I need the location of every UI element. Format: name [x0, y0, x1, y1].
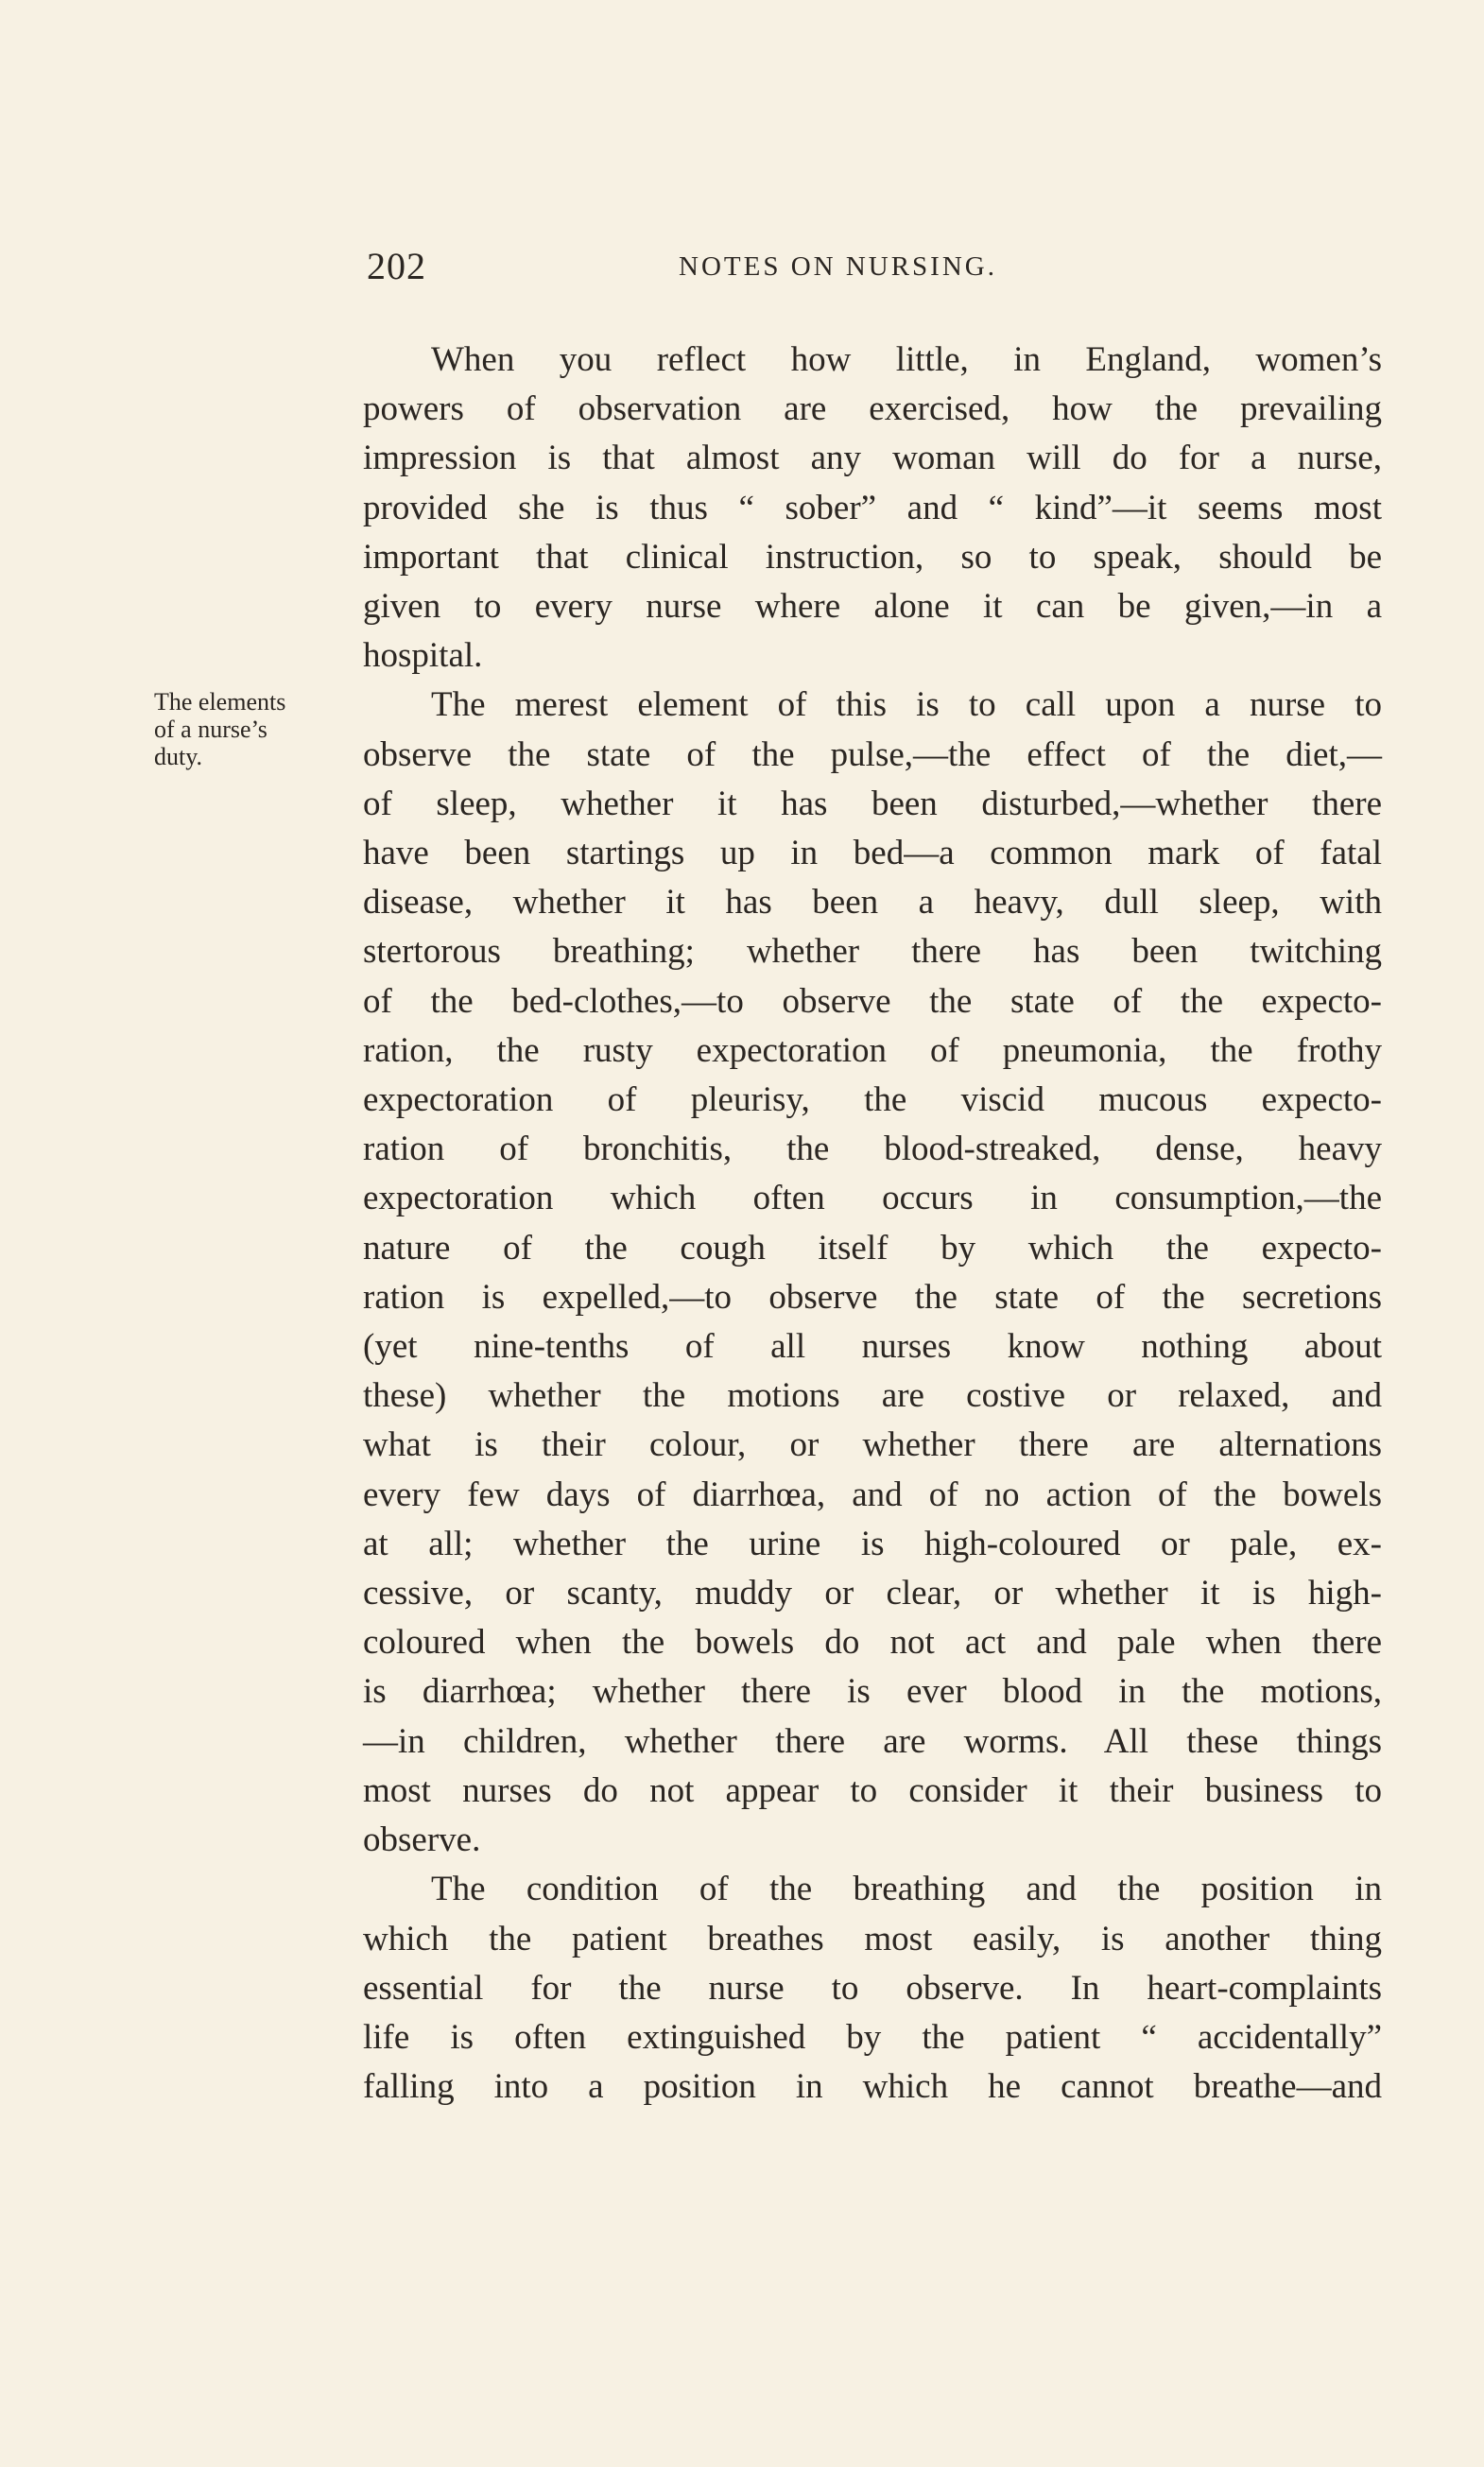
text-line: falling into a position in which he cannot breathe—and: [363, 2067, 1382, 2107]
margin-note-line: of a nurse’s: [154, 716, 267, 743]
paragraph: [363, 681, 1382, 1865]
page-number: 202: [367, 245, 426, 287]
text-line: expectoration which often occurs in consumption,—the: [363, 1179, 1382, 1218]
text-line: ration is expelled,—to observe the state of the secretions: [363, 1277, 1382, 1317]
running-title: NOTES ON NURSING.: [679, 251, 997, 282]
text-line: most nurses do not appear to consider it their business to: [363, 1770, 1382, 1810]
text-line: of sleep, whether it has been disturbed,—whether there: [363, 784, 1382, 823]
text-line: given to every nurse where alone it can be given,—in a: [363, 587, 1382, 627]
text-line: observe the state of the pulse,—the effect of the diet,—: [363, 734, 1382, 774]
margin-note: [154, 688, 371, 770]
text-line: (yet nine-tenths of all nurses know nothing about: [363, 1327, 1382, 1367]
text-line: The merest element of this is to call upon a nurse to: [431, 685, 1382, 725]
text-line: of the bed-clothes,—to observe the state of the expecto-: [363, 981, 1382, 1021]
text-line: ration of bronchitis, the blood-streaked, dense, heavy: [363, 1130, 1382, 1169]
text-line: important that clinical instruction, so to speak, should be: [363, 537, 1382, 577]
text-line: coloured when the bowels do not act and pale when there: [363, 1623, 1382, 1663]
text-line: expectoration of pleurisy, the viscid mucous expecto-: [363, 1080, 1382, 1120]
text-line: which the patient breathes most easily, is another thing: [363, 1919, 1382, 1958]
paragraph: [363, 1865, 1382, 2112]
text-line: at all; whether the urine is high-coloured or pale, ex-: [363, 1524, 1382, 1563]
text-line: essential for the nurse to observe. In heart-complaints: [363, 1968, 1382, 2008]
text-line: nature of the cough itself by which the expecto-: [363, 1228, 1382, 1268]
text-line: cessive, or scanty, muddy or clear, or whether it is high-: [363, 1574, 1382, 1613]
text-line: provided she is thus “ sober” and “ kind”—it seems most: [363, 488, 1382, 527]
margin-note-line: The elements: [154, 688, 286, 716]
text-line: When you reflect how little, in England, women’s: [431, 340, 1382, 379]
text-line: disease, whether it has been a heavy, dull sleep, with: [363, 883, 1382, 923]
text-line: stertorous breathing; whether there has been twitching: [363, 932, 1382, 972]
text-line: is diarrhœa; whether there is ever blood in the motions,: [363, 1672, 1382, 1712]
text-line: hospital.: [363, 636, 483, 676]
margin-note-line: duty.: [154, 743, 203, 770]
text-line: ration, the rusty expectoration of pneumonia, the frothy: [363, 1030, 1382, 1070]
text-line: observe.: [363, 1820, 481, 1860]
text-line: impression is that almost any woman will do for a nurse,: [363, 439, 1382, 478]
text-line: powers of observation are exercised, how the prevailing: [363, 389, 1382, 429]
text-line: life is often extinguished by the patient “ accidentally”: [363, 2017, 1382, 2057]
text-line: these) whether the motions are costive or relaxed, and: [363, 1376, 1382, 1416]
text-line: every few days of diarrhœa, and of no action of the bowels: [363, 1475, 1382, 1514]
text-line: what is their colour, or whether there are alternations: [363, 1425, 1382, 1465]
running-head: [367, 244, 1378, 291]
body-text: [363, 336, 1382, 2112]
text-line: have been startings up in bed—a common mark of fatal: [363, 834, 1382, 873]
paragraph: [363, 336, 1382, 681]
text-line: The condition of the breathing and the position in: [431, 1870, 1382, 1909]
text-line: —in children, whether there are worms. All these things: [363, 1721, 1382, 1761]
